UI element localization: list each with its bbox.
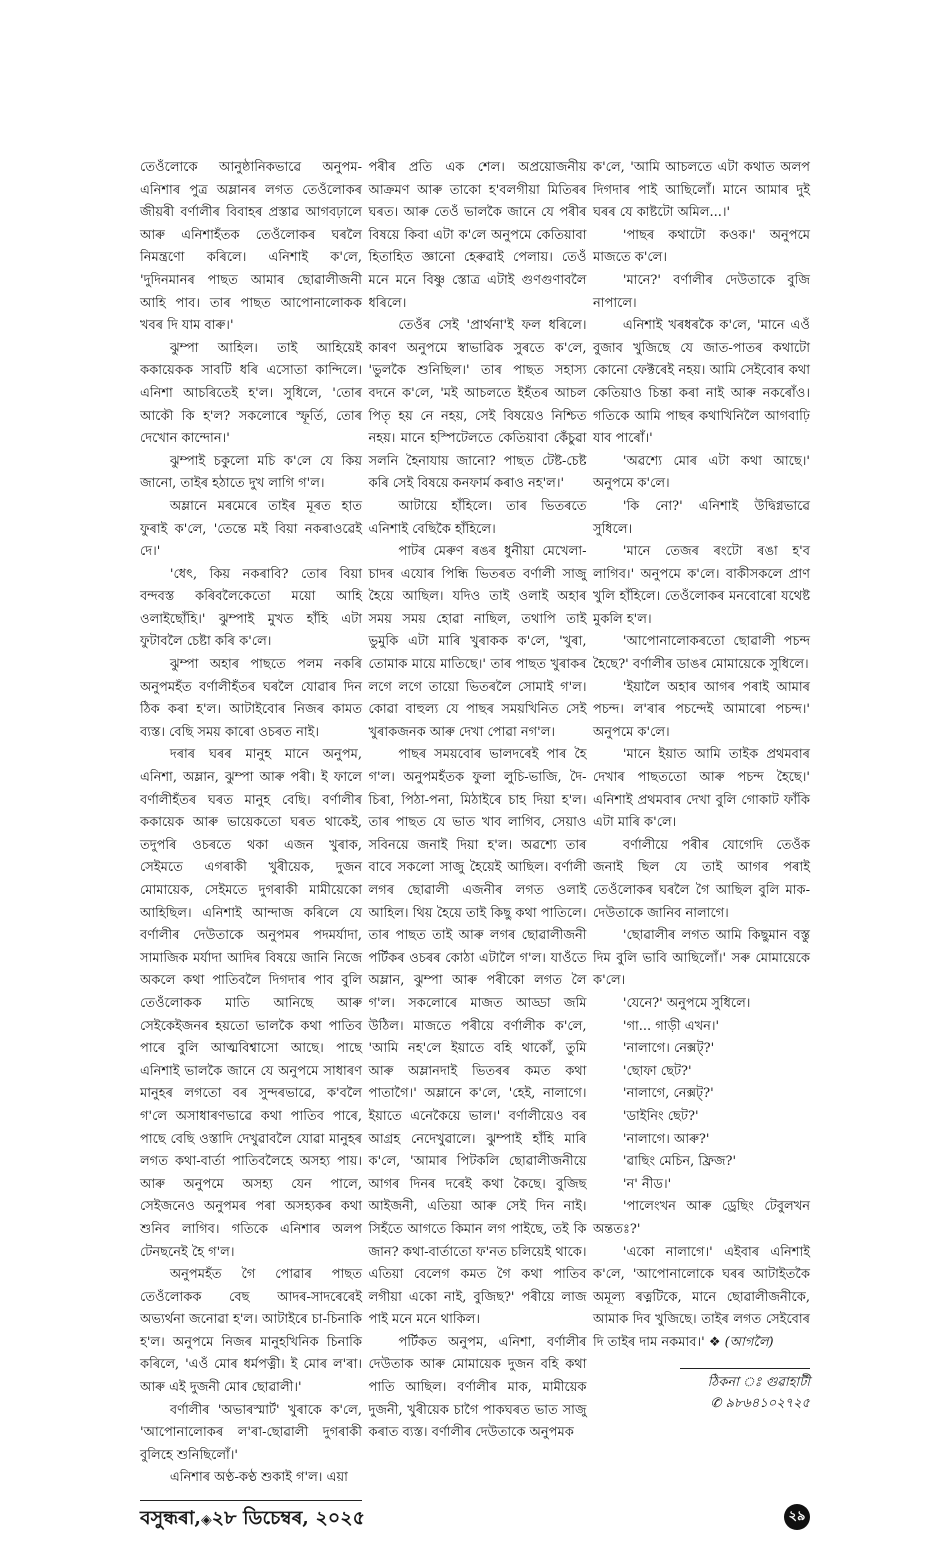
paragraph: 'যেনে?' অনুপমে সুধিলে। (622, 995, 751, 1011)
separator-icon: ◈ (201, 1512, 212, 1529)
footer-divider (140, 1500, 365, 1533)
paragraph: বৰ্ণালীয়ে পৰীৰ যোগেদি তেওঁক জনাই ছিল যে তাই আগৰ পৰাই তেওঁলোকৰ ঘৰলৈ গৈ আছিল বুলি মাক-দেউতাকে জানিব নালাগে। (593, 837, 810, 921)
paragraph: ক'লে, 'আমি আচলতে এটা কথাত অলপ দিগদাৰ পাই আছিলোঁ। মানে আমাৰ দুই ঘৰৰ যে কাষ্টটো অমিল...।' (593, 160, 810, 221)
paragraph: 'ধেৎ, কিয় নকৰাবি? তোৰ বিয়া বন্দবস্ত কৰিবলৈকেতো ময়ো আহি ওলাইছোঁহি।' ঝুম্পাই মুখত হাঁহি এটা ফুটাবলৈ চেষ্টা কৰি ক'লে। (140, 566, 362, 650)
paragraph: 'পালেংখন আৰু ড্ৰেছিং টেবুলখন অন্ততঃ?' (593, 1199, 810, 1237)
to-be-continued: (আগলৈ) (724, 1334, 774, 1350)
paragraph: 'নালাগে। আৰু?' (622, 1131, 710, 1147)
paragraph: এনিশাই খৰধৰকৈ ক'লে, 'মানে এওঁ বুজাব খুজিছে যে জাত-পাতৰ কথাটো কোনো ফেক্টৰেই নহয়। আমি সেইবোৰ কথা কেতিয়াও চিন্তা কৰা নাই আৰু নকৰোঁও। গতিকে আমি পাছৰ কথাখিনিলৈ আগবাঢ়ি যাব পাৰোঁ।' (593, 318, 810, 447)
paragraph: 'নালাগে, নেক্সট্?' (622, 1086, 714, 1102)
paragraph-text: 'একো নালাগে।' এইবাৰ এনিশাই ক'লে, 'আপোনালোকে ঘৰৰ আটাইতকৈ অমূল্য ৰত্নটিকে, মানে ছোৱালীজনীকে, আমাক দিব খুজিছে। তাইৰ লগত সেইবোৰ দি তাইৰ দাম নকমাব।' (593, 1244, 810, 1350)
author-info (680, 1368, 810, 1414)
paragraph: 'ছোফা ছেট?' (622, 1063, 692, 1079)
page-number: ২৯ (784, 1504, 810, 1530)
paragraph: তেওঁলোকে আনুষ্ঠানিকভাৱে অনুপম-এনিশাৰ পুত্ৰ অম্লানৰ লগত তেওঁলোকৰ জীয়ৰী বৰ্ণালীৰ বিবাহৰ প্ৰস্তাৱ আগবঢ়ালে আৰু এনিশাহঁতক তেওঁলোকৰ ঘৰলৈ নিমন্ত্ৰণো কৰিলে। এনিশাই ক'লে, 'দুদিনমানৰ পাছত আমাৰ ছোৱালীজনী আহি পাব। তাৰ পাছত আপোনালোকক খবৰ দি যাম বাৰু।' (140, 160, 362, 334)
end-mark-icon: ❖ (708, 1334, 721, 1350)
paragraph: দৰাৰ ঘৰৰ মানুহ মানে অনুপম, এনিশা, অম্লান, ঝুম্পা আৰু পৰী। ই ফালে বৰ্ণালীহঁতৰ ঘৰত মানুহ বেছি। বৰ্ণালীৰ ককায়েক আৰু ভায়েকতো ঘৰত থাকেই, তদুপৰি ওচৰতে থকা এজন খুৰাক, সেইমতে এগৰাকী খুৰীয়েক, দুজন মোমায়েক, সেইমতে দুগৰাকী মামীয়েকো আহিছিল। এনিশাই আন্দাজ কৰিলে যে বৰ্ণালীৰ দেউতাকে অনুপমৰ পদমৰ্যাদা, সামাজিক মৰ্যাদা আদিৰ বিষয়ে জানি নিজে অকলে কথা পাতিবলৈ দিগদাৰ পাব বুলি তেওঁলোকক মাতি আনিছে আৰু সেইকেইজনৰ হয়তো ভালকৈ কথা পাতিব পাৰে বুলি আত্মবিশ্বাসো আছে। পাছে এনিশাই ভালকৈ জানে যে অনুপমে সাধাৰণ মানুহৰ লগতো বৰ সুন্দৰভাৱে, ক'বলৈ গ'লে অসাধাৰণভাৱে কথা পাতিব পাৰে, পাছে বেছি ওস্তাদি দেখুৱাবলৈ যোৱা মানুহৰ লগত কথা-বাৰ্তা পাতিবলৈহে অসহ্য পায়। আৰু অনুপমে অসহ্য যেন পালে, সেইজনেও অনুপমৰ পৰা অসহ্যকৰ কথা শুনিব লাগিব। গতিকে এনিশাৰ অলপ টেনছনেই হৈ গ'ল। (140, 747, 362, 1260)
page-footer-row (140, 1500, 810, 1563)
paragraph-final (593, 1242, 810, 1355)
paragraph: পাটৰ মেৰুণ ৰঙৰ ধুনীয়া মেখেলা-চাদৰ এযোৰ পিন্ধি ভিতৰত বৰ্ণালী সাজু হৈয়ে আছিল। যদিও তাই ওলাই অহাৰ সময় সময় হোৱা নাছিল, তথাপি তাই ভুমুকি এটা মাৰি খুৰাকক ক'লে, 'খুৰা, তোমাক মায়ে মাতিছে।' তাৰ পাছত খুৰাকৰ লগে লগে তায়ো ভিতৰলৈ সোমাই গ'ল। কোৱা বাহুল্য যে পাছৰ সময়খিনিত সেই খুৰাকজনক আৰু দেখা পোৱা নগ'ল। (368, 544, 587, 740)
paragraph: ঝুম্পা আহিল। তাই আহিয়েই ককায়েকক সাবটি ধৰি এসোতা কান্দিলে। এনিশা আচৰিতেই হ'ল। সুধিলে, 'তোৰ আকৌ কি হ'ল? সকলোৰে স্ফূৰ্তি, তোৰ দেখোন কান্দোন।' (140, 340, 362, 447)
paragraph: অম্লানে মৰমেৰে তাইৰ মূৰত হাত ফুৰাই ক'লে, 'তেন্তে মই বিয়া নকৰাওৱেই দে।' (140, 498, 362, 560)
article-column-3 (593, 157, 810, 1414)
paragraph: 'ডাইনিং ছেট?' (622, 1108, 699, 1124)
paragraph: পৰ্টিকত অনুপম, এনিশা, বৰ্ণালীৰ দেউতাক আৰু মোমায়েক দুজন বহি কথা পাতি আছিল। বৰ্ণালীৰ মাক, মামীয়েক দুজনী, খুৰীয়েক চাগৈ পাকঘৰত ভাত সাজু কৰাত ব্যস্ত। বৰ্ণালীৰ দেউতাকে অনুপমক (368, 1334, 587, 1441)
paragraph: 'পাছৰ কথাটো কওক।' অনুপমে মাজতে ক'লে। (593, 227, 810, 266)
paragraph: 'ছোৱালীৰ লগত আমি কিছুমান বস্তু দিম বুলি ভাবি আছিলোঁ।' সৰু মোমায়েকে ক'লে। (593, 928, 810, 989)
paragraph: বৰ্ণালীৰ 'অভাৰস্মাৰ্ট' খুৰাকে ক'লে, 'আপোনালোকৰ ল'ৰা-ছোৱালী দুগৰাকী বুলিহে শুনিছিলোঁ।' (140, 1402, 362, 1463)
paragraph: পাছৰ সময়বোৰ ভালদৰেই পাৰ হৈ গ'ল। অনুপমহঁতক ফুলা লুচি-ভাজি, দৈ-চিৰা, পিঠা-পনা, মিঠাইৰে চাহ দিয়া হ'ল। তাৰ পাছত যে ভাত খাব লাগিব, সেয়াও সবিনয়ে জনাই দিয়া হ'ল। অৱশ্যে তাৰ বাবে সকলো সাজু হৈয়েই আছিল। বৰ্ণালী লগৰ ছোৱালী এজনীৰ লগত ওলাই আহিল। থিয় হৈয়ে তাই কিছু কথা পাতিলে। তাৰ পাছত তাই আৰু লগৰ ছোৱালীজনী পৰ্টিকৰ ওচৰৰ কোঠা এটালৈ গ'ল। যাওঁতে অম্লান, ঝুম্পা আৰু পৰীকো লগত লৈ গ'ল। সকলোৰে মাজত আড্ডা জমি উঠিল। মাজতে পৰীয়ে বৰ্ণালীক ক'লে, 'আমি নহ'লে ইয়াতে বহি থাকোঁ, তুমি আৰু অম্লানদাই ভিতৰৰ কমত কথা পাতাগৈ।' অম্লানে ক'লে, 'হেই, নালাগে। ইয়াতে এনেকৈয়ে ভাল।' বৰ্ণালীয়েও বৰ আগ্ৰহ নেদেখুৱালে। ঝুম্পাই হাঁহি মাৰি ক'লে, 'আমাৰ পিটকলি ছোৱালীজনীয়ে আগৰ দিনৰ দৰেই কথা কৈছে। বুজিছ আইজনী, এতিয়া আৰু সেই দিন নাই। সিহঁতে আগতে কিমান লগ পাইছে, তই কি জান? কথা-বাৰ্তাতো ফ'নত চলিয়েই থাকে। এতিয়া বেলেগ কমত গৈ কথা পাতিব লগীয়া একো নাই, বুজিছ?' পৰীয়ে লাজ পাই মনে মনে থাকিল। (368, 747, 587, 1328)
paragraph: 'আপোনালোকৰতো ছোৱালী পচন্দ হৈছে?' বৰ্ণালীৰ ডাঙৰ মোমায়েকে সুধিলে। (593, 634, 810, 673)
paragraph: 'মানে?' বৰ্ণালীৰ দেউতাকে বুজি নাপালে। (593, 272, 810, 311)
paragraph: 'মানে ইয়াত আমি তাইক প্ৰথমবাৰ দেখাৰ পাছততো আৰু পচন্দ হৈছে।' এনিশাই প্ৰথমবাৰ দেখা বুলি গোকাট ফাঁকি এটা মাৰি ক'লে। (593, 747, 810, 831)
paragraph: 'নালাগে। নেক্সট্?' (622, 1041, 715, 1057)
article-columns (140, 157, 810, 1490)
paragraph: 'গা... গাড়ী এখন।' (622, 1018, 720, 1034)
paragraph: 'মানে তেজৰ ৰংটো ৰঙা হ'ব লাগিব।' অনুপমে ক'লে। বাকীসকলে প্ৰাণ খুলি হাঁহিলে। তেওঁলোকৰ মনবোৰো যথেষ্ট মুকলি হ'ল। (593, 544, 810, 627)
article-column-2 (369, 157, 587, 1445)
issue-date: ২৮ ডিচেম্বৰ, ২০২৫ (211, 1507, 365, 1530)
article-column-1 (140, 157, 362, 1490)
paragraph: 'ন' নীড।' (622, 1176, 672, 1192)
page-footer (140, 1505, 365, 1533)
paragraph: 'ইয়ালৈ অহাৰ আগৰ পৰাই আমাৰ পচন্দ। ল'ৰাৰ পচন্দেই আমাৰো পচন্দ।' অনুপমে ক'লে। (593, 679, 810, 740)
paragraph: ঝুম্পা অহাৰ পাছতে পলম নকৰি অনুপমহঁত বৰ্ণালীহঁতৰ ঘৰলৈ যোৱাৰ দিন ঠিক কৰা হ'ল। আটাইবোৰ নিজৰ কামত ব্যস্ত। বেছি সময় কাৰো ওচৰত নাই। (140, 657, 362, 740)
paragraph: তেওঁৰ সেই 'প্ৰাৰ্থনা'ই ফল ধৰিলে। কাৰণ অনুপমে স্বাভাৱিক সুৰতে ক'লে, 'ভুলকৈ শুনিছিল।' তাৰ পাছত সহাস্য বদনে ক'লে, 'মই আচলতে ইহঁতৰ আচল পিতৃ হয় নে নহয়, সেই বিষয়েও নিশ্চিত নহয়। মানে হস্পিটেলতে কেতিয়াবা কেঁচুৱা সলনি হৈনাযায় জানো? পাছত টেষ্ট-চেষ্ট কৰি সেই বিষয়ে কনফাৰ্ম কৰাও নহ'ল।' (368, 318, 587, 492)
author-address: ঠিকনা ঃ গুৱাহাটী (707, 1375, 810, 1391)
paragraph: এনিশাৰ অণ্ঠ-কণ্ঠ শুকাই গ'ল। এয়া (169, 1470, 348, 1486)
author-phone: ✆ ৯৮৬৪১০২৭২৫ (710, 1396, 810, 1412)
paragraph: 'অৱশ্যে মোৰ এটা কথা আছে।' অনুপমে ক'লে। (593, 453, 810, 492)
paragraph: 'কি নো?' এনিশাই উদ্বিগ্নভাৱে সুধিলে। (593, 498, 810, 537)
magazine-name: বসুন্ধৰা, (140, 1507, 201, 1530)
paragraph: ঝুম্পাই চকুলো মচি ক'লে যে কিয় জানো, তাইৰ হঠাতে দুখ লাগি গ'ল। (140, 453, 362, 492)
paragraph: অনুপমহঁত গৈ পোৱাৰ পাছত তেওঁলোকক বেছ আদৰ-সাদৰেৰেই অভ্যৰ্থনা জনোৱা হ'ল। আটাইৰে চা-চিনাকি হ'ল। অনুপমে নিজৰ মানুহখিনিক চিনাকি কৰিলে, 'এওঁ মোৰ ধৰ্মপত্নী। ই মোৰ ল'ৰা। আৰু এই দুজনী মোৰ ছোৱালী।' (140, 1267, 362, 1396)
paragraph: 'ৱাছিং মেচিন, ফ্ৰিজ?' (622, 1154, 737, 1170)
paragraph: পৰীৰ প্ৰতি এক শেল। অপ্ৰয়োজনীয় আক্ৰমণ আৰু তাকো হ'বলগীয়া মিতিৰৰ ঘৰত। আৰু তেওঁ ভালকৈ জানে যে পৰীৰ বিষয়ে কিবা এটা ক'লে অনুপমে কেতিয়াবা হিতাহিত জ্ঞানো হেৰুৱাই পেলায়। তেওঁ মনে মনে বিষ্ণু স্তোত্ৰ এটাই গুণগুণাবলৈ ধৰিলে। (368, 160, 587, 311)
paragraph: আটায়ে হাঁহিলে। তাৰ ভিতৰতে এনিশাই বেছিকৈ হাঁহিলে। (368, 498, 587, 537)
